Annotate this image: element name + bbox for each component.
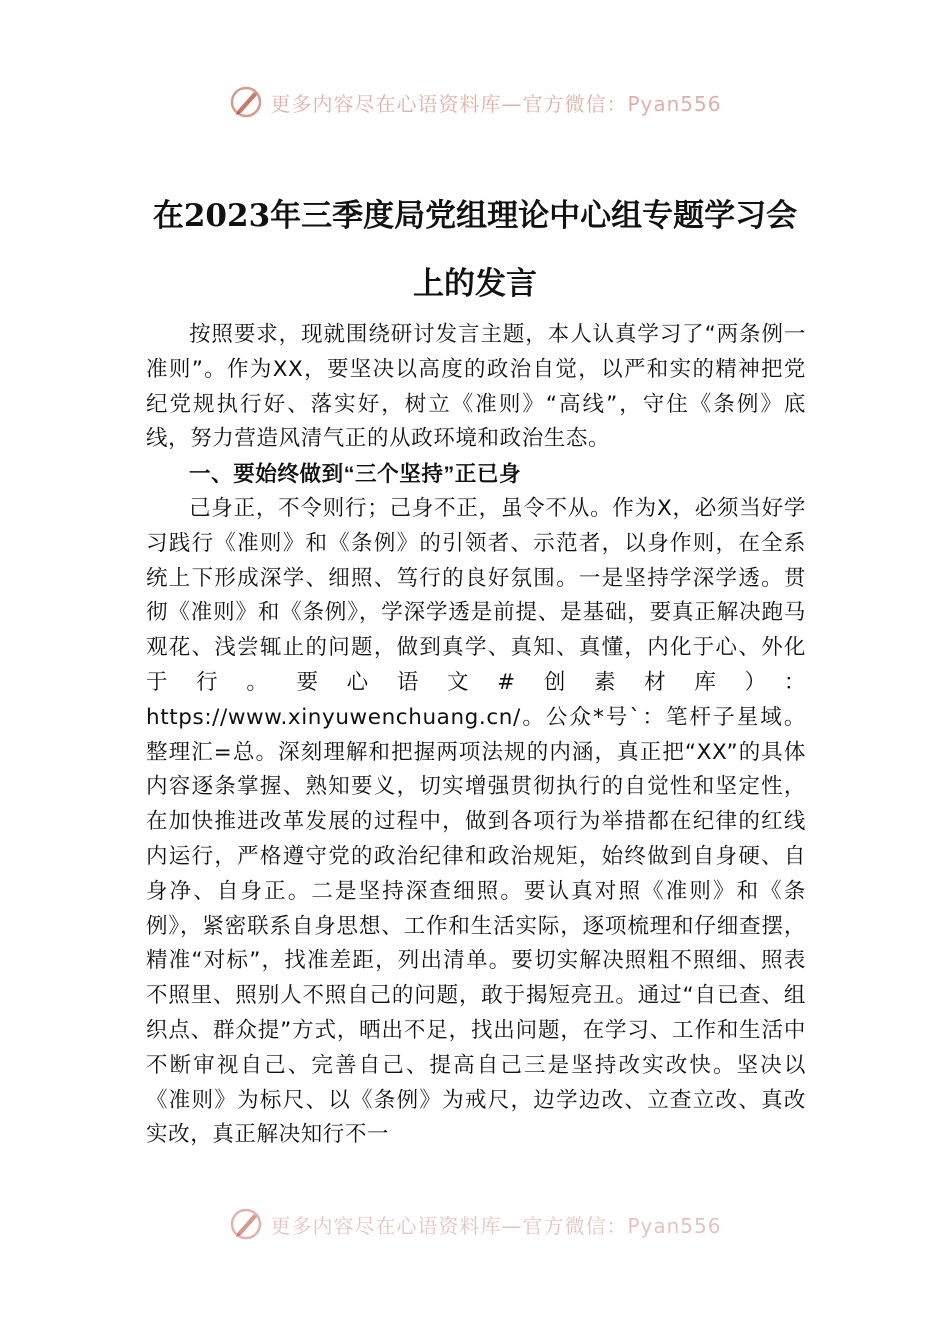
watermark-banner-top xyxy=(0,82,950,122)
document-body xyxy=(146,318,806,1153)
intro-paragraph: 按照要求，现就围绕研讨发言主题，本人认真学习了“两条例一准则”。作为XX，要坚决以高度的政治自觉，以严和实的精神把党纪党规执行好、落实好，树立《准则》“高线”，守住《条例》底线，努力营造风清气正的从政环境和政治生态。 xyxy=(146,322,806,452)
document-title: 在2023年三季度局党组理论中心组专题学习会上的发言 xyxy=(152,198,798,302)
pen-nib-logo-icon xyxy=(228,1206,264,1242)
section-paragraph: 己身正，不令则行；己身不正，虽令不从。作为X，必须当好学习践行《准则》和《条例》的引领者、示范者，以身作则，在全系统上下形成深学、细照、笃行的良好氛围。一是坚持学深学透。贯彻《准则》和《条例》，学深学透是前提、是基础，要真正解决跑马观花、浅尝辄止的问题，做到真学、真知、真懂，内化于心、外化于行。要心语文#创素材库）：https://www.xinyuwenchuang.cn/。公众*号`：笔杆子星域。整理汇=总。深刻理解和把握两项法规的内涵，真正把“XX”的具体内容逐条掌握、熟知要义，切实增强贯彻执行的自觉性和坚定性，在加快推进改革发展的过程中，做到各项行为举措都在纪律的红线内运行，严格遵守党的政治纪律和政治规矩，始终做到自身硬、自身净、自身正。二是坚持深查细照。要认真对照《准则》和《条例》，紧密联系自身思想、工作和生活实际，逐项梳理和仔细查摆，精准“对标”，找准差距，列出清单。要切实解决照粗不照细、照表不照里、照别人不照自己的问题，敢于揭短亮丑。通过“自已查、组织点、群众提”方式，晒出不足，找出问题，在学习、工作和生活中不断审视自己、完善自己、提高自己三是坚持改实改快。坚决以《准则》为标尺、以《条例》为戒尺，边学边改、立查立改、真改实改，真正解决知行不一 xyxy=(146,495,806,1148)
watermark-text: 更多内容尽在心语资料库—官方微信：Pyan556 xyxy=(270,91,722,116)
section-heading: 一、要始终做到“三个坚持”正已身 xyxy=(189,462,522,487)
watermark-banner-bottom xyxy=(0,1204,950,1244)
watermark-text: 更多内容尽在心语资料库—官方微信：Pyan556 xyxy=(270,1213,722,1238)
pen-nib-logo-icon xyxy=(228,84,264,120)
